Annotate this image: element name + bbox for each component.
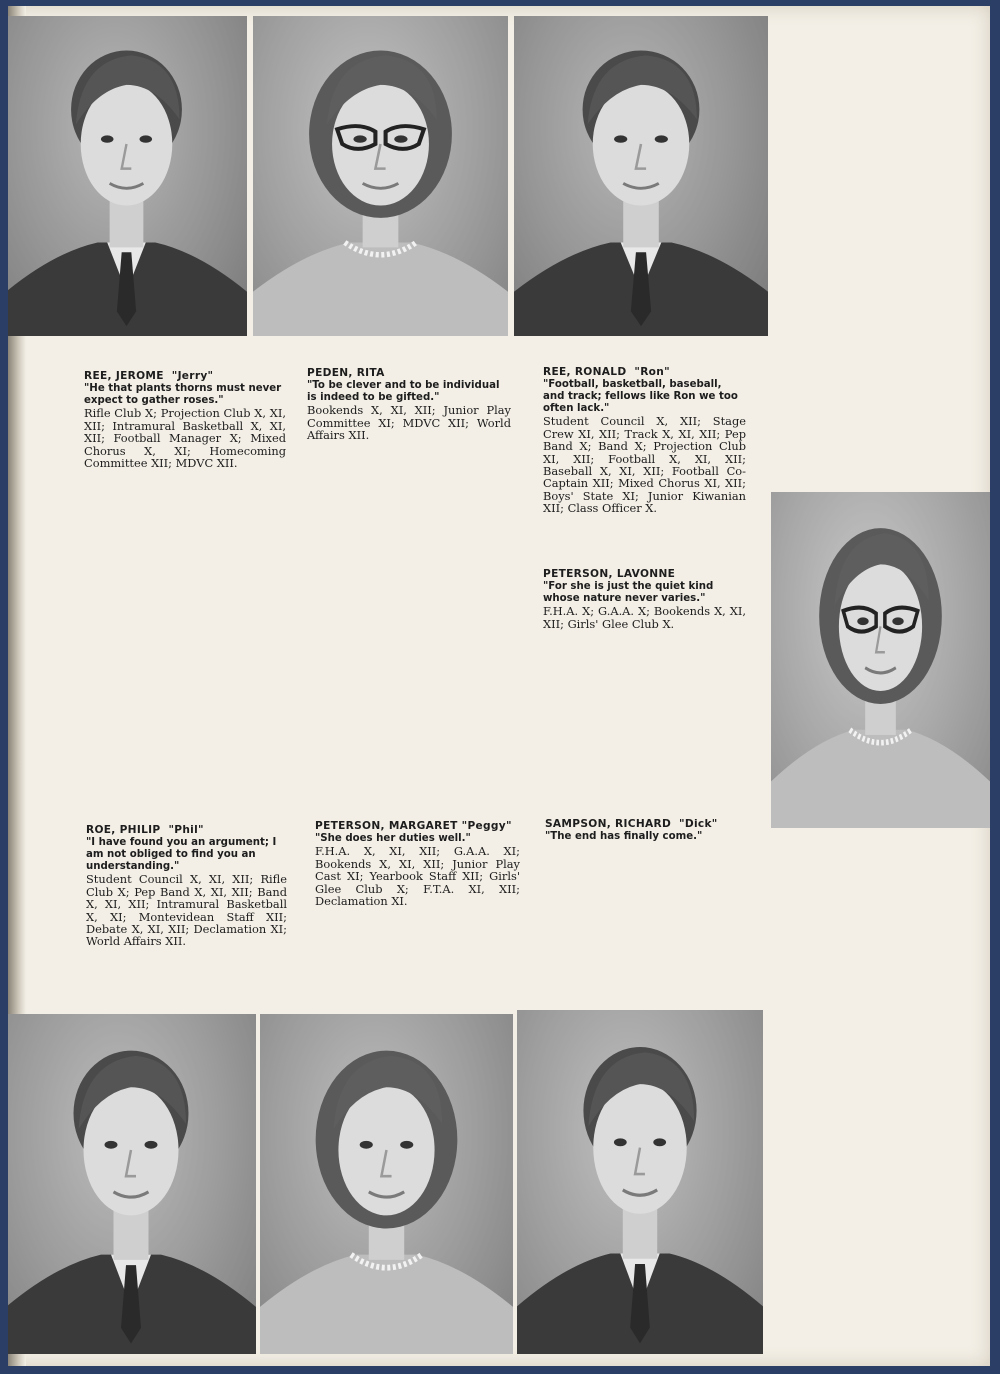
student-activities: F.H.A. X, XI, XII; G.A.A. XI; Bookends X, XI, XII; Junior Play Cast XI; Yearbook Staff XII; Girls' Glee Club X; F.T.A. XI, XII; Declamation XI. xyxy=(315,844,520,909)
portrait-silhouette xyxy=(514,16,768,336)
portrait-photo xyxy=(253,16,508,336)
student-name: PEDEN, RITA xyxy=(307,367,385,379)
student-name: REE, RONALD "Ron" xyxy=(543,366,670,378)
student-bio-richard-sampson xyxy=(545,818,760,843)
student-activities: Rifle Club X; Projection Club X, XI, XII; Intramural Basketball X, XI, XII; Football Manager X; Mixed Chorus X, XI; Homecoming Committee XII; MDVC XII. xyxy=(84,406,286,471)
student-bio-jerome-ree xyxy=(84,370,286,469)
student-activities: Bookends X, XI, XII; Junior Play Committee XI; MDVC XII; World Affairs XII. xyxy=(307,403,511,443)
portrait-photo xyxy=(260,1014,513,1354)
student-name: REE, JEROME "Jerry" xyxy=(84,370,214,382)
portrait-silhouette xyxy=(260,1014,513,1354)
student-quote: "He that plants thorns must never expect to gather roses." xyxy=(84,383,282,407)
student-name: PETERSON, LAVONNE xyxy=(543,568,676,580)
binding-edge xyxy=(990,0,1000,1374)
portrait-photo xyxy=(8,1014,256,1354)
student-bio-ronald-ree xyxy=(543,366,746,515)
portrait-silhouette xyxy=(771,492,990,828)
student-bio-philip-roe xyxy=(86,824,287,948)
student-quote: "For she is just the quiet kind whose nature never varies." xyxy=(543,581,714,605)
portrait-silhouette xyxy=(253,16,508,336)
student-name: PETERSON, MARGARET "Peggy" xyxy=(315,820,512,832)
yearbook-page xyxy=(8,6,990,1366)
student-quote: "I have found you an argument; I am not obliged to find you an understanding." xyxy=(86,837,277,873)
student-bio-rita-peden xyxy=(307,367,511,442)
portrait-silhouette xyxy=(517,1010,763,1354)
student-activities: Student Council X, XII; Stage Crew XI, XII; Track X, XI, XII; Pep Band X; Band X; Projection Club XI, XII; Football X, XI, XII; Baseball X, XI, XII; Football Co-Captain XII; Mixed Chorus XI, XII; Boys' State XI; Junior Kiwanian XII; Class Officer X. xyxy=(543,414,746,516)
student-activities: F.H.A. X; G.A.A. X; Bookends X, XI, XII; Girls' Glee Club X. xyxy=(543,604,746,631)
portrait-silhouette xyxy=(8,16,247,336)
student-name: SAMPSON, RICHARD "Dick" xyxy=(545,818,718,830)
student-activities: Student Council X, XI, XII; Rifle Club X; Pep Band X, XI, XII; Band X, XI, XII; Intramural Basketball X, XI; Montevidean Staff XII; Debate X, XI, XII; Declamation XI; World Affairs XII. xyxy=(86,872,287,949)
student-bio-margaret-peterson xyxy=(315,820,520,907)
portrait-photo xyxy=(517,1010,763,1354)
student-quote: "She does her duties well." xyxy=(315,833,471,845)
student-bio-lavonne-peterson xyxy=(543,568,746,630)
portrait-silhouette xyxy=(8,1014,256,1354)
student-quote: "To be clever and to be individual is indeed to be gifted." xyxy=(307,380,500,404)
student-quote: "Football, basketball, baseball, and track; fellows like Ron we too often lack." xyxy=(543,379,738,415)
portrait-photo xyxy=(8,16,247,336)
student-name: ROE, PHILIP "Phil" xyxy=(86,824,204,836)
student-quote: "The end has finally come." xyxy=(545,831,703,843)
portrait-photo xyxy=(514,16,768,336)
portrait-photo xyxy=(771,492,990,828)
